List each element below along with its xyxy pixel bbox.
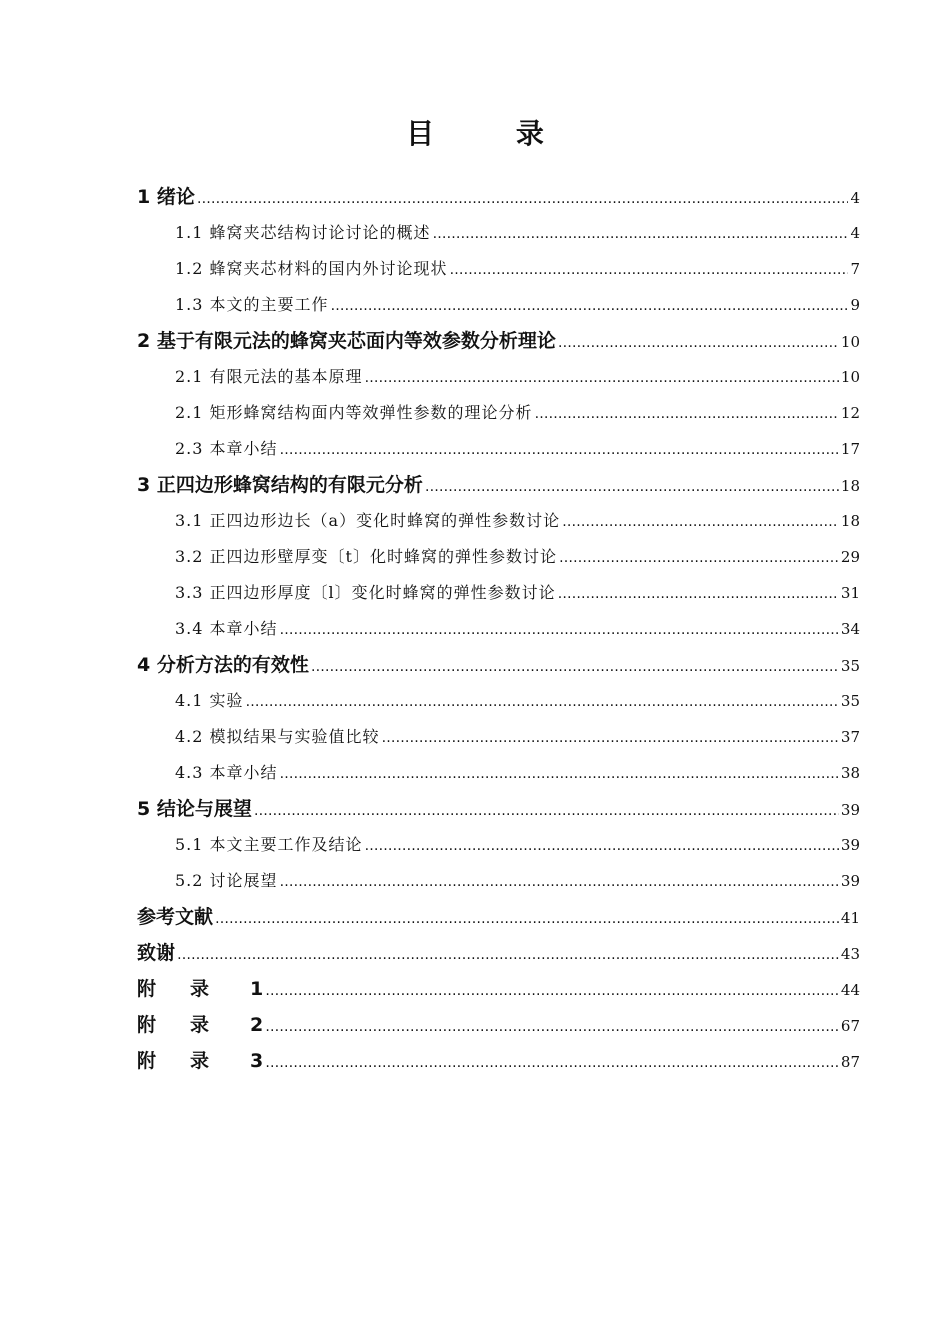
page-title: 目 录 [406,117,580,150]
toc-entry-appendix-3[interactable] [137,1046,860,1073]
toc-page-number: 39 [840,836,860,854]
appendix-number: 2 [250,1014,264,1036]
toc-label: 4.3 本章小结 [175,763,278,782]
toc-label: 1 绪论 [137,186,195,208]
leader-dots [425,479,839,495]
toc-label: 3.2 正四边形壁厚变〔t〕化时蜂窝的弹性参数讨论 [175,547,557,566]
toc-label: 4 分析方法的有效性 [137,654,309,676]
toc-entry-section[interactable] [175,364,860,387]
toc-entry-chapter-4[interactable] [137,650,860,677]
toc-page-number: 18 [840,477,860,495]
toc-label: 3.1 正四边形边长（a）变化时蜂窝的弹性参数讨论 [175,511,561,530]
toc-label: 4.2 模拟结果与实验值比较 [175,727,380,746]
toc-entry-section[interactable] [175,724,860,747]
leader-dots [254,803,839,819]
appendix-word-2: 录 [190,1014,210,1036]
toc-page-number: 4 [850,224,860,242]
leader-dots [177,947,839,963]
toc-page-number: 18 [840,512,860,530]
toc-page-number: 67 [840,1017,860,1035]
toc-page-number: 29 [840,548,860,566]
leader-dots [382,730,839,746]
toc-page-number: 31 [840,584,860,602]
toc-entry-references[interactable] [137,902,860,929]
toc-page-number: 10 [840,333,860,351]
toc-label: 3.3 正四边形厚度〔l〕变化时蜂窝的弹性参数讨论 [175,583,556,602]
appendix-word-2: 录 [190,978,210,1000]
toc-label: 致谢 [137,942,176,964]
toc-label: 5.1 本文主要工作及结论 [175,835,363,854]
toc-page-number: 35 [840,657,860,675]
appendix-number: 1 [250,978,264,1000]
toc-label [137,1010,263,1037]
appendix-word-1: 附 [137,978,157,1000]
leader-dots [246,694,839,710]
appendix-number: 3 [250,1050,264,1072]
toc-label: 2.1 矩形蜂窝结构面内等效弹性参数的理论分析 [175,403,533,422]
toc-page-number: 37 [840,728,860,746]
toc-label: 1.3 本文的主要工作 [175,295,329,314]
toc-entry-section[interactable] [175,256,860,279]
leader-dots [280,442,839,458]
toc-entry-section[interactable] [175,508,860,531]
toc-page-number: 4 [850,189,860,207]
leader-dots [450,262,849,278]
leader-dots [433,226,849,242]
toc-page-number: 39 [840,801,860,819]
toc-entry-section[interactable] [175,544,860,567]
toc-page-number: 12 [840,404,860,422]
leader-dots [559,550,839,566]
toc-label: 1.1 蜂窝夹芯结构讨论讨论的概述 [175,223,431,242]
toc-page-number: 10 [840,368,860,386]
toc-entry-appendix-1[interactable] [137,974,860,1001]
leader-dots [215,911,839,927]
leader-dots [265,1019,839,1035]
toc-label: 2 基于有限元法的蜂窝夹芯面内等效参数分析理论 [137,330,556,352]
toc-page-number: 41 [840,909,860,927]
leader-dots [365,838,839,854]
toc-entry-chapter-1[interactable] [137,182,860,209]
toc-entry-section[interactable] [175,868,860,891]
toc-entry-section[interactable] [175,400,860,423]
toc-entry-chapter-2[interactable] [137,326,860,353]
toc-entry-section[interactable] [175,220,860,243]
toc-entry-section[interactable] [175,760,860,783]
leader-dots [280,874,839,890]
toc-page-number: 39 [840,872,860,890]
appendix-word-2: 录 [190,1050,210,1072]
toc-label: 4.1 实验 [175,691,244,710]
toc-label: 5.2 讨论展望 [175,871,278,890]
toc-entry-appendix-2[interactable] [137,1010,860,1037]
toc-page-number: 9 [850,296,860,314]
toc-entry-section[interactable] [175,688,860,711]
leader-dots [311,659,839,675]
toc-page-number: 35 [840,692,860,710]
toc-entry-section[interactable] [175,292,860,315]
toc-page-number: 17 [840,440,860,458]
toc-label: 2.3 本章小结 [175,439,278,458]
toc-label: 参考文献 [137,906,214,928]
appendix-word-1: 附 [137,1014,157,1036]
leader-dots [562,514,839,530]
leader-dots [558,335,839,351]
toc-page-number: 7 [850,260,860,278]
leader-dots [265,983,839,999]
leader-dots [197,191,849,207]
toc-entry-chapter-5[interactable] [137,794,860,821]
leader-dots [280,766,839,782]
toc-page-number: 87 [840,1053,860,1071]
toc-label [137,974,263,1001]
toc-page-number: 43 [840,945,860,963]
toc-page-number: 34 [840,620,860,638]
toc-label: 5 结论与展望 [137,798,252,820]
toc-entry-acknowledgements[interactable] [137,938,860,965]
leader-dots [280,622,839,638]
toc-label: 2.1 有限元法的基本原理 [175,367,363,386]
appendix-word-1: 附 [137,1050,157,1072]
leader-dots [265,1055,839,1071]
toc-entry-section[interactable] [175,580,860,603]
leader-dots [535,406,839,422]
toc-label: 1.2 蜂窝夹芯材料的国内外讨论现状 [175,259,448,278]
leader-dots [558,586,839,602]
toc-label [137,1046,263,1073]
toc-page-number: 38 [840,764,860,782]
leader-dots [331,298,849,314]
toc-page-number: 44 [840,981,860,999]
leader-dots [365,370,839,386]
toc-entry-section[interactable] [175,616,860,639]
toc-entry-section[interactable] [175,436,860,459]
toc-label: 3 正四边形蜂窝结构的有限元分析 [137,474,423,496]
toc-label: 3.4 本章小结 [175,619,278,638]
toc-entry-section[interactable] [175,832,860,855]
toc-entry-chapter-3[interactable] [137,470,860,497]
